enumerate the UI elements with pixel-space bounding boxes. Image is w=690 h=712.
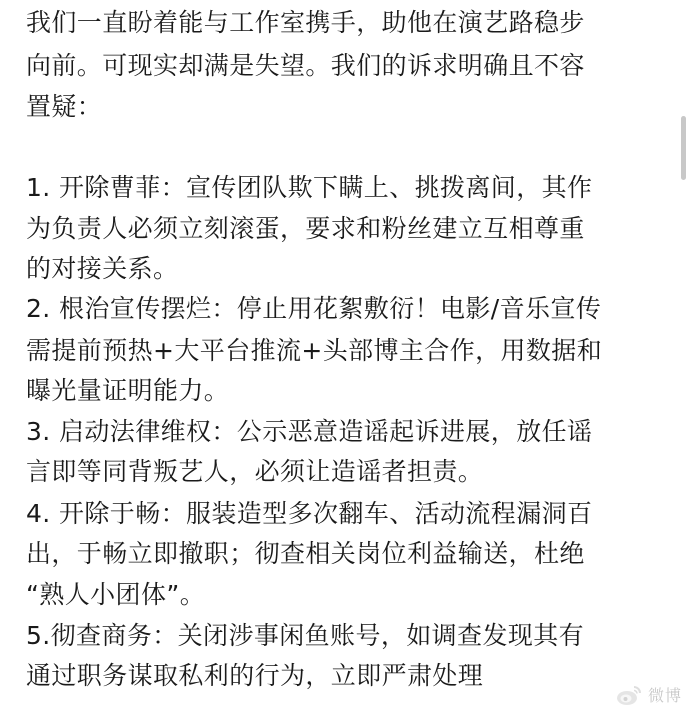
text-line: 3. 启动法律维权：公示恶意造谣起诉进展，放任谣	[26, 417, 593, 446]
text-line: “熟人小团体”。	[26, 580, 206, 609]
text-line: 5.彻查商务：关闭涉事闲鱼账号，如调查发现其有	[26, 621, 585, 650]
text-line: 通过职务谋取私利的行为，立即严肃处理	[26, 661, 484, 690]
text-line: 出，于畅立即撤职；彻查相关岗位利益输送，杜绝	[26, 539, 585, 568]
weibo-logo-icon	[616, 684, 642, 706]
text-line: 的对接关系。	[26, 254, 179, 283]
text-line: 曝光量证明能力。	[26, 376, 230, 405]
text-line: 置疑：	[26, 92, 103, 121]
text-line: 向前。可现实却满是失望。我们的诉求明确且不容	[26, 51, 585, 80]
text-line: 1. 开除曹菲：宣传团队欺下瞒上、挑拨离间，其作	[26, 173, 593, 202]
text-line: 我们一直盼着能与工作室携手，助他在演艺路稳步	[26, 8, 585, 37]
text-line: 需提前预热+大平台推流+头部博主合作，用数据和	[26, 336, 603, 365]
text-line: 4. 开除于畅：服装造型多次翻车、活动流程漏洞百	[26, 499, 593, 528]
text-line: 言即等同背叛艺人，必须让造谣者担责。	[26, 457, 484, 486]
watermark-text: 微博	[647, 686, 682, 705]
scrollbar-thumb[interactable]	[681, 116, 686, 180]
watermark	[616, 683, 682, 706]
text-line: 为负责人必须立刻滚蛋，要求和粉丝建立互相尊重	[26, 214, 585, 243]
text-line: 2. 根治宣传摆烂：停止用花絮敷衍！电影/音乐宣传	[26, 294, 602, 323]
